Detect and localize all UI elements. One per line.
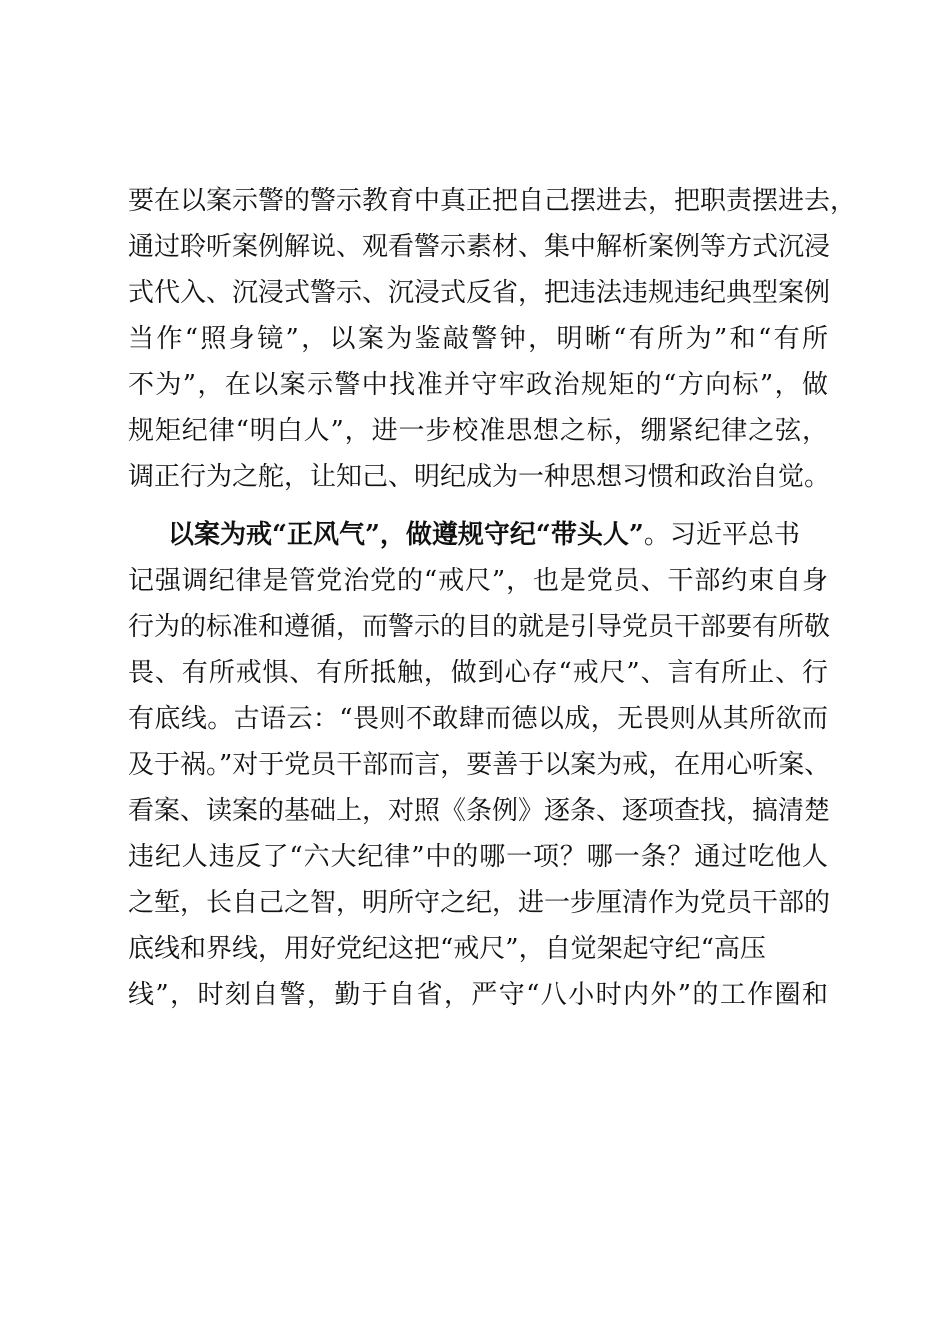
paragraph-line: 畏、有所戒惧、有所抵触，做到心存“戒尺”、言有所止、行 (128, 658, 828, 688)
paragraph-line: 通过聆听案例解说、观看警示素材、集中解析案例等方式沉浸 (128, 232, 831, 262)
paragraph-heading: 以案为戒“正风气”，做遵规守纪“带头人” (168, 520, 644, 550)
paragraph-line: 不为”，在以案示警中找准并守牢政治规矩的“方向标”，做 (128, 370, 828, 400)
paragraph-line: 当作“照身镜”，以案为鉴敲警钟，明晰“有所为”和“有所 (128, 324, 828, 354)
paragraph-line: 线”，时刻自警，勤于自省，严守“八小时内外”的工作圈和 (128, 980, 828, 1010)
paragraph-2 (128, 512, 831, 1018)
paragraph-line: 违纪人违反了“六大纪律”中的哪一项？哪一条？通过吃他人 (128, 842, 828, 872)
paragraph-line: 记强调纪律是管党治党的“戒尺”，也是党员、干部约束自身 (128, 566, 828, 596)
paragraph-1 (128, 178, 857, 500)
paragraph-line: 调正行为之舵，让知己、明纪成为一种思想习惯和政治自觉。 (128, 462, 831, 492)
document-body (128, 178, 857, 1018)
paragraph-gap (128, 500, 828, 512)
paragraph-line: 行为的标准和遵循，而警示的目的就是引导党员干部要有所敬 (128, 612, 831, 642)
paragraph-line: 有底线。古语云：“畏则不敢肆而德以成，无畏则从其所欲而 (128, 704, 828, 734)
paragraph-line: 底线和界线，用好党纪这把“戒尺”，自觉架起守纪“高压 (128, 934, 766, 964)
paragraph-line: 规矩纪律“明白人”，进一步校准思想之标，绷紧纪律之弦， (128, 416, 828, 446)
paragraph-first-line-rest: 。习近平总书 (643, 520, 800, 550)
paragraph-line: 及于祸。”对于党员干部而言，要善于以案为戒，在用心听案、 (128, 750, 831, 780)
paragraph-line: 要在以案示警的警示教育中真正把自己摆进去，把职责摆进去， (128, 186, 857, 216)
paragraph-first-line (128, 512, 828, 558)
paragraph-line: 式代入、沉浸式警示、沉浸式反省，把违法违规违纪典型案例 (128, 278, 831, 308)
paragraph-line: 之堑，长自己之智，明所守之纪，进一步厘清作为党员干部的 (128, 888, 831, 918)
paragraph-line: 看案、读案的基础上，对照《条例》逐条、逐项查找，搞清楚 (128, 796, 831, 826)
